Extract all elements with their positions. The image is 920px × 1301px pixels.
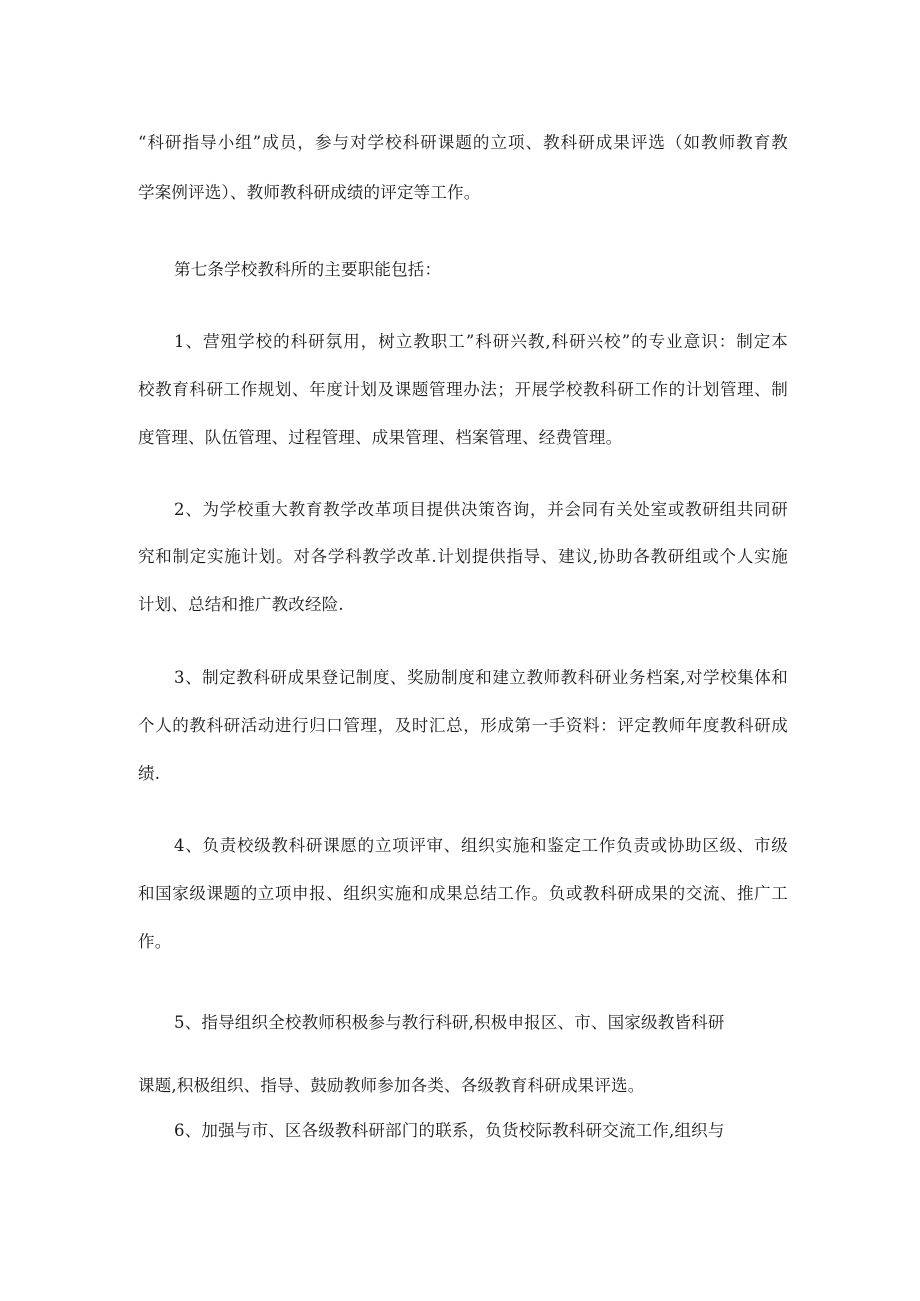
text-line: 校教育科研工作规划、年度计划及课题管理办法；开展学校教科研工作的计划管理、制 [138, 380, 788, 399]
section-heading: 第七条学校教科所的主要职能包括： [174, 260, 442, 279]
text-line: 绩. [138, 764, 161, 783]
text-line: 2、为学校重大教育教学改革项目提供决策咨询，并会同有关处室或教研组共同研 [174, 500, 788, 519]
text-line: “科研指导小组”成员，参与对学校科研课题的立项、教科研成果评选（如教师教育教 [138, 133, 788, 152]
text-line: 作。 [138, 932, 172, 951]
text-line: 1、营殂学校的科研氛用，树立教职工”科研兴教,科研兴校”的专业意识：制定本 [174, 332, 788, 351]
text-line: 度管理、队伍管理、过程管理、成果管理、档案管理、经费管理。 [138, 428, 623, 447]
text-line: 究和制定实施计划。对各学科教学改革.计划提供指导、建议,协助各教研组或个人实施 [138, 547, 788, 566]
text-line: 个人的教科研活动进行归口管理，及时汇总，形成第一手资料：评定教师年度教科研成 [138, 716, 788, 735]
text-line: 学案例评选）、教师教科研成绩的评定等工作。 [138, 183, 481, 202]
text-line: 课题,积极组织、指导、鼓励教师参加各类、各级教育科研成果评选。 [138, 1076, 645, 1095]
text-line: 和国家级课题的立项申报、组织实施和成果总结工作。负或教科研成果的交流、推广工 [138, 884, 788, 903]
text-line: 5、指导组织全校教师积极参与教行科研,积极申报区、市、国家级教皆科研 [174, 1013, 725, 1032]
text-line: 4、负责校级教科研课愿的立项评审、组织实施和鉴定工作负责或协助区级、市级 [174, 836, 788, 855]
text-line: 6、加强与市、区各级教科研部门的联系，负货校际教科研交流工作,组织与 [174, 1121, 725, 1140]
text-line: 计划、总结和推广教改经险. [138, 595, 344, 614]
text-line: 3、制定教科研成果登记制度、奖励制度和建立教师教科研业务档案,对学校集体和 [174, 668, 788, 687]
